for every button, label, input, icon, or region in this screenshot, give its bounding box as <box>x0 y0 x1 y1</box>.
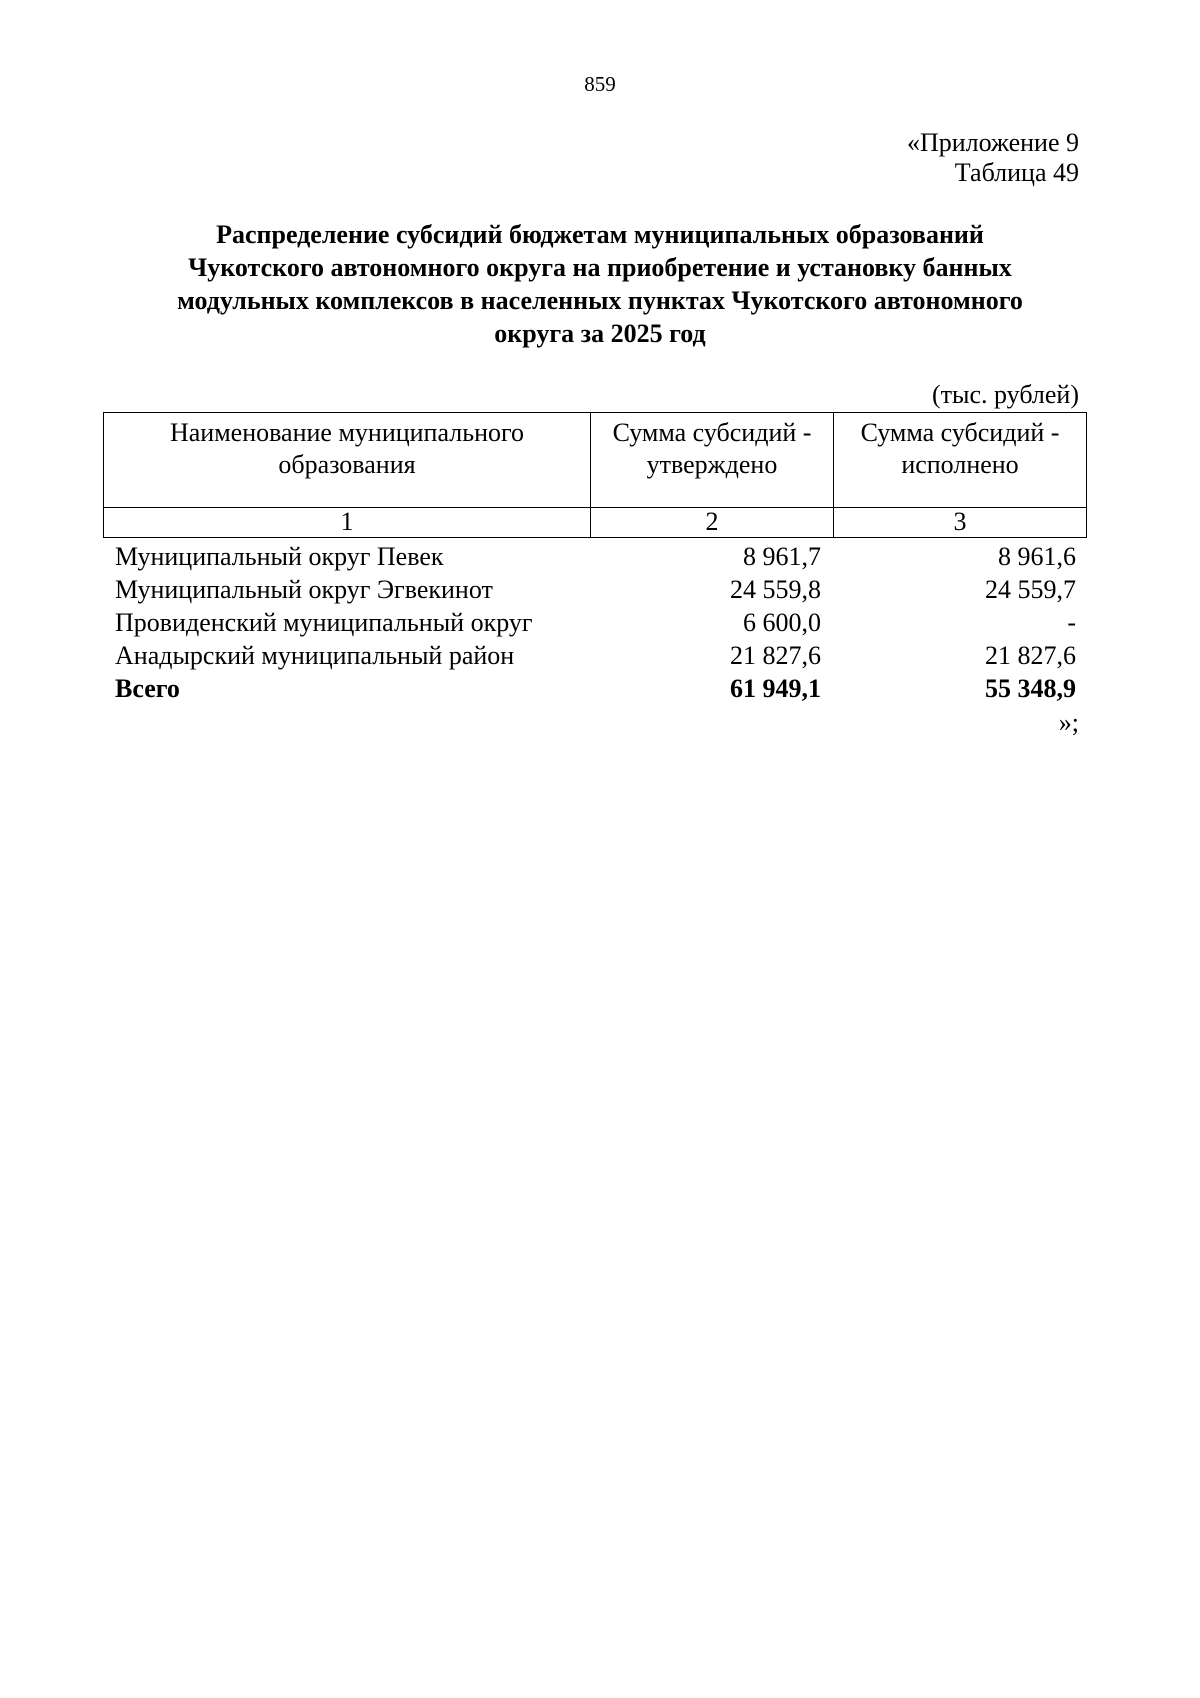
table-row <box>103 573 1086 606</box>
title-line-2: Чукотского автономного округа на приобретение и установку банных <box>188 253 1012 282</box>
total-label: Всего <box>115 674 180 703</box>
total-approved: 61 949,1 <box>730 674 821 703</box>
appendix-reference <box>907 128 1079 188</box>
header-name-line-1: Наименование муниципального <box>169 418 525 447</box>
row-approved: 24 559,8 <box>730 575 821 604</box>
header-cell-approved <box>591 413 834 508</box>
row-name: Муниципальный округ Эгвекинот <box>115 575 493 604</box>
table-header <box>103 412 1087 538</box>
title-line-3: модульных комплексов в населенных пунктах Чукотского автономного <box>177 286 1023 315</box>
table-body <box>103 540 1086 705</box>
table-number: Таблица 49 <box>954 158 1079 187</box>
column-number-3: 3 <box>834 508 1087 538</box>
row-approved: 6 600,0 <box>743 608 821 637</box>
units-label: (тыс. рублей) <box>931 380 1079 409</box>
row-executed: - <box>1067 608 1076 637</box>
header-name-line-2: образования <box>278 450 416 479</box>
header-approved-line-2: утверждено <box>646 450 778 479</box>
title-line-4: округа за 2025 год <box>494 319 706 348</box>
closing-quote: »; <box>1058 708 1079 737</box>
total-row <box>103 672 1086 705</box>
title-line-1: Распределение субсидий бюджетам муниципальных образований <box>216 220 984 249</box>
total-executed: 55 348,9 <box>985 674 1076 703</box>
header-approved-line-1: Сумма субсидий - <box>612 418 812 447</box>
header-cell-name <box>104 413 591 508</box>
row-approved: 8 961,7 <box>743 542 821 571</box>
column-number-2: 2 <box>591 508 834 538</box>
row-approved: 21 827,6 <box>730 641 821 670</box>
header-row <box>104 413 1087 508</box>
row-name: Провиденский муниципальный округ <box>115 608 533 637</box>
header-executed-line-1: Сумма субсидий - <box>860 418 1060 447</box>
table-row <box>103 540 1086 573</box>
page-number: 859 <box>584 72 616 96</box>
column-number-1: 1 <box>104 508 591 538</box>
header-executed-line-2: исполнено <box>901 450 1019 479</box>
header-cell-executed <box>834 413 1087 508</box>
row-name: Анадырский муниципальный район <box>115 641 515 670</box>
row-name: Муниципальный округ Певек <box>115 542 444 571</box>
table-row <box>103 639 1086 672</box>
row-executed: 8 961,6 <box>998 542 1076 571</box>
row-executed: 21 827,6 <box>985 641 1076 670</box>
row-executed: 24 559,7 <box>985 575 1076 604</box>
column-number-row <box>104 508 1087 538</box>
appendix-label: «Приложение 9 <box>906 128 1079 157</box>
table-row <box>103 606 1086 639</box>
document-title <box>100 218 1100 350</box>
